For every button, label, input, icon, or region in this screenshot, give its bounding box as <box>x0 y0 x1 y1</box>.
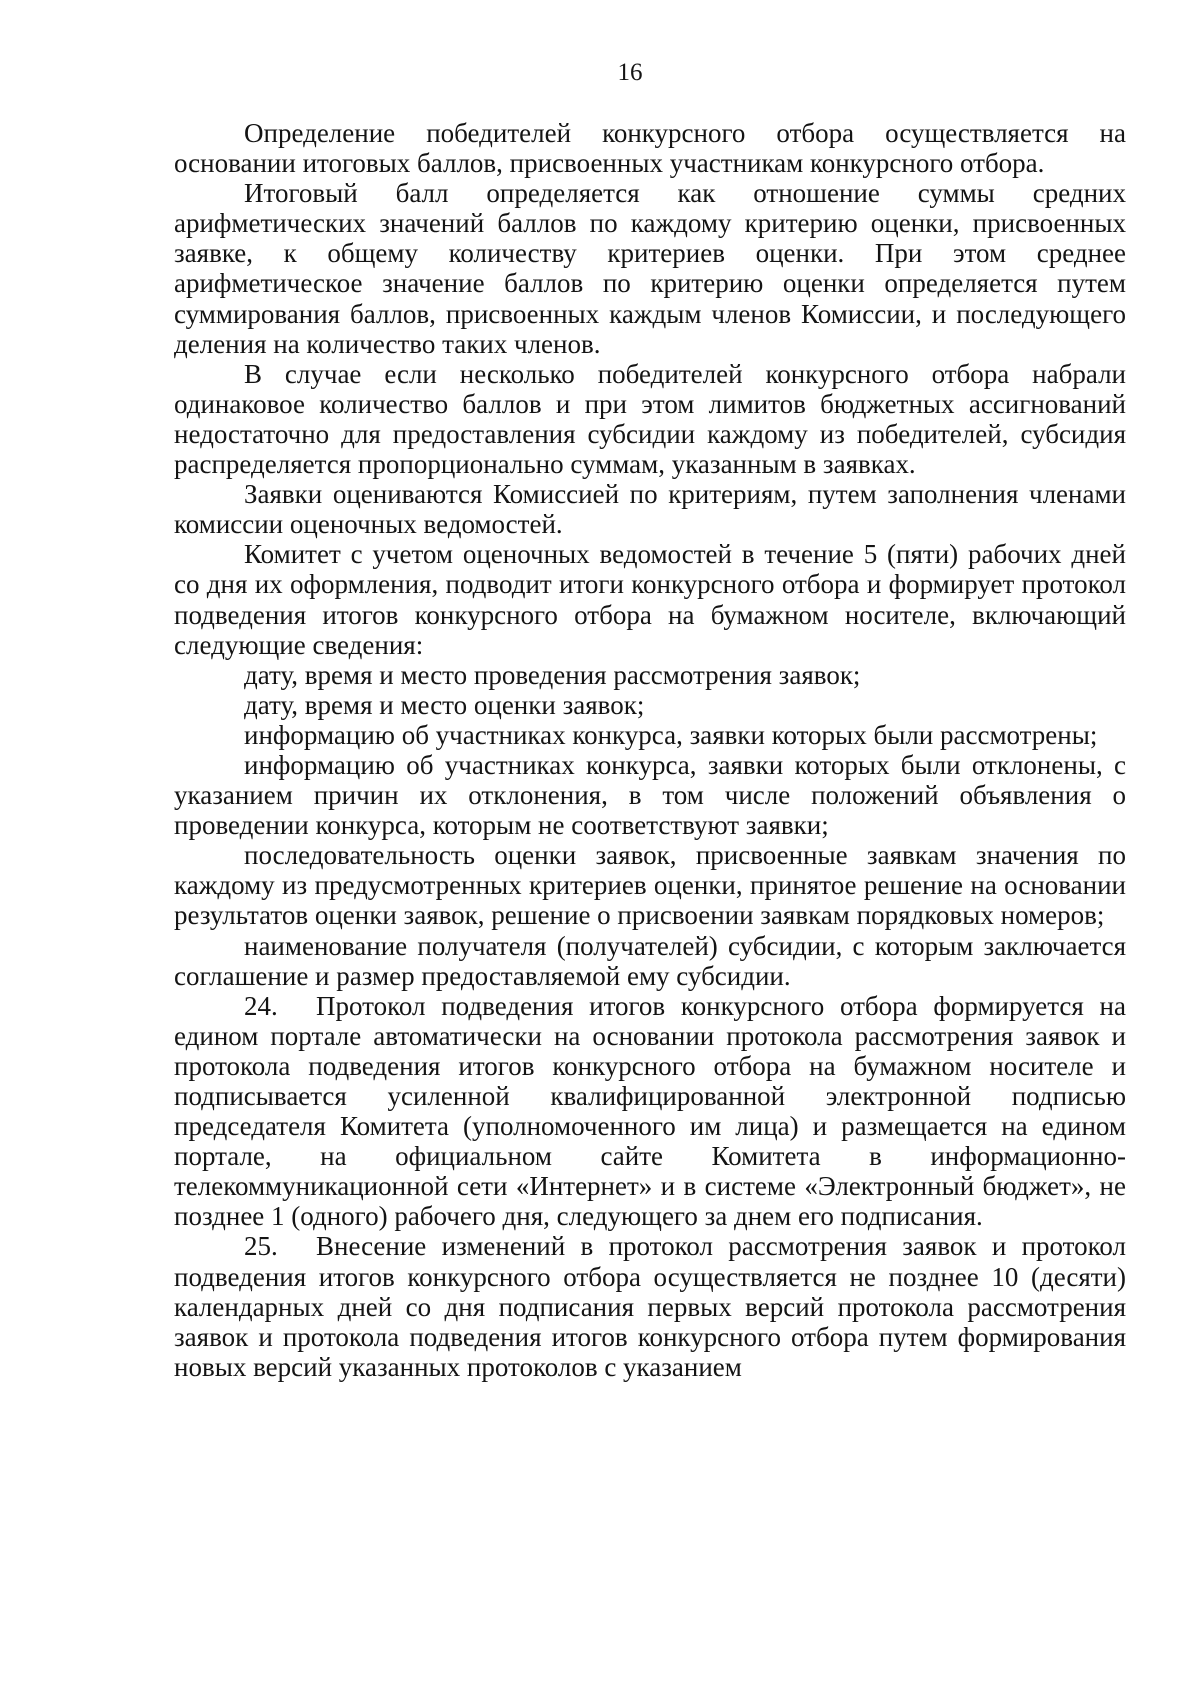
document-body <box>174 118 1126 1382</box>
list-item: наименование получателя (получателей) субсидии, с которым заключается соглашение и размер предоставляемой ему субсидии. <box>174 930 1126 991</box>
list-item: дату, время и место оценки заявок; <box>244 689 645 720</box>
list-item: информацию об участниках конкурса, заявки которых были рассмотрены; <box>244 719 1098 750</box>
paragraph: Комитет с учетом оценочных ведомостей в течение 5 (пяти) рабочих дней со дня их оформления, подводит итоги конкурсного отбора и формирует протокол подведения итогов конкурсного отбора на бумажном носителе, включающий следующие сведения: <box>174 539 1126 660</box>
paragraph: Заявки оцениваются Комиссией по критериям, путем заполнения членами комиссии оценочных ведомостей. <box>174 479 1126 540</box>
paragraph: В случае если несколько победителей конкурсного отбора набрали одинаковое количество баллов и при этом лимитов бюджетных ассигнований недостаточно для предоставления субсидии каждому из победителей, субсидия распределяется пропорционально суммам, указанным в заявках. <box>174 358 1126 480</box>
paragraph: Определение победителей конкурсного отбора осуществляется на основании итоговых баллов, присвоенных участникам конкурсного отбора. <box>174 118 1126 179</box>
clause-text: Протокол подведения итогов конкурсного отбора формируется на едином портале автоматически на основании протокола рассмотрения заявок и протокола подведения итогов конкурсного отбора на бумажном носителе и подписывается усиленной квалифицированной электронной подписью председателя Комитета (уполномоченного им лица) и размещается на едином портале, на официальном сайте Комитета в информационно-телекоммуникационной сети «Интернет» и в системе «Электронный бюджет», не позднее 1 (одного) рабочего дня, следующего за днем его подписания. <box>174 990 1126 1232</box>
clause-text: Внесение изменений в протокол рассмотрения заявок и протокол подведения итогов конкурсного отбора осуществляется не позднее 10 (десяти) календарных дней со дня подписания первых версий протокола рассмотрения заявок и протокола подведения итогов конкурсного отбора путем формирования новых версий указанных протоколов с указанием <box>174 1231 1126 1382</box>
paragraph: Итоговый балл определяется как отношение суммы средних арифметических значений баллов по каждому критерию оценки, присвоенных заявке, к общему количеству критериев оценки. При этом среднее арифметическое значение баллов по критерию оценки определяется путем суммирования баллов, присвоенных каждым членов Комиссии, и последующего деления на количество таких членов. <box>174 178 1126 359</box>
numbered-clause <box>174 1231 1126 1381</box>
clause-number: 24. <box>244 990 278 1021</box>
page-number: 16 <box>617 59 643 86</box>
list-item: информацию об участниках конкурса, заявки которых были отклонены, с указанием причин их отклонения, в том числе положений объявления о проведении конкурса, которым не соответствуют заявки; <box>174 749 1126 841</box>
list-item: дату, время и место проведения рассмотрения заявок; <box>244 659 861 690</box>
clause-number: 25. <box>244 1231 278 1262</box>
list-item: последовательность оценки заявок, присвоенные заявкам значения по каждому из предусмотренных критериев оценки, принятое решение на основании результатов оценки заявок, решение о присвоении заявкам порядковых номеров; <box>174 840 1126 931</box>
numbered-clause <box>174 991 1126 1232</box>
